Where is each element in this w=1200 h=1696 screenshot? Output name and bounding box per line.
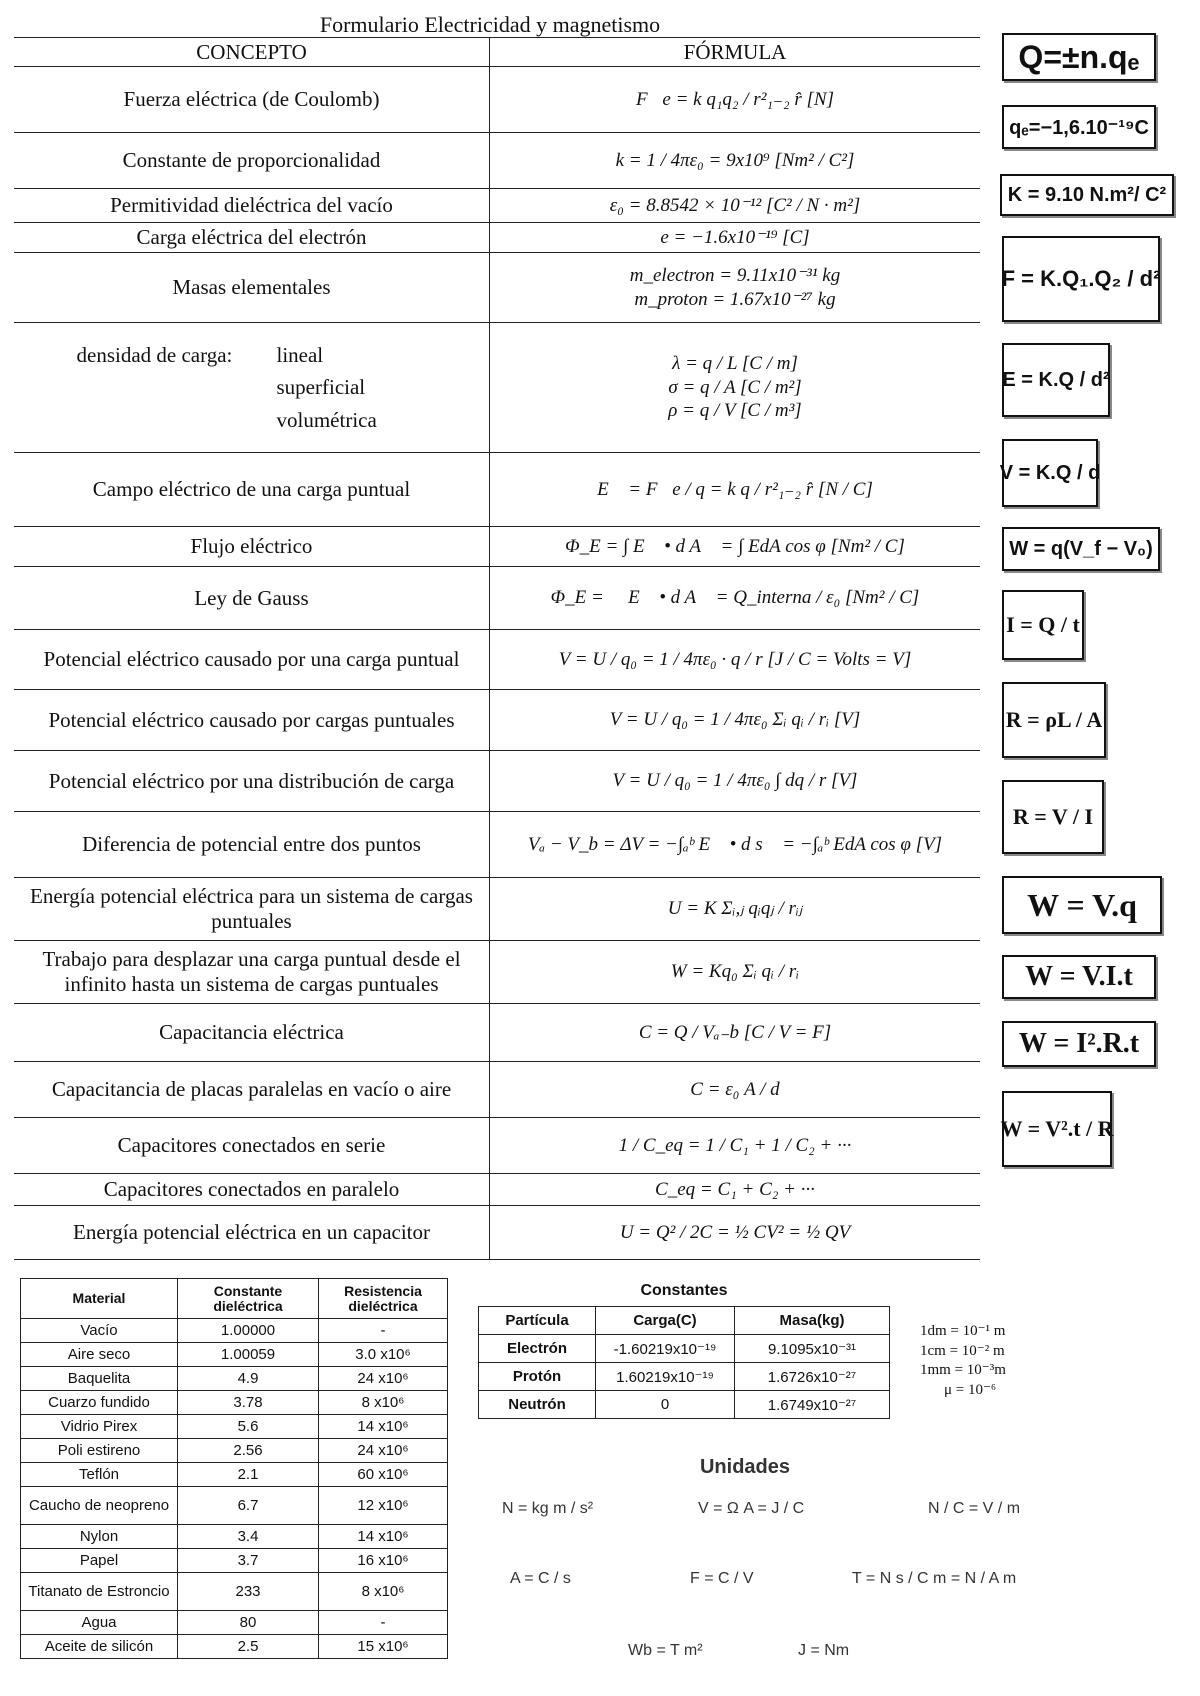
formula-cell: E⃗ = F⃗e / q = k q / r²₁₋₂ r̂ [N / C] (490, 453, 981, 527)
particle-name: Electrón (479, 1335, 596, 1363)
electron-charge-box: qₑ=−1,6.10⁻¹⁹C (1002, 105, 1156, 149)
concept-cell: Ley de Gauss (14, 567, 490, 630)
material-name: Vidrio Pirex (21, 1415, 178, 1439)
concept-cell: Capacitancia eléctrica (14, 1004, 490, 1062)
table-row (14, 878, 980, 941)
concept-cell: Capacitores conectados en paralelo (14, 1174, 490, 1206)
dielectric-constant: 6.7 (178, 1487, 319, 1525)
dielectric-strength: 3.0 x10⁶ (319, 1343, 448, 1367)
particle-mass: 1.6749x10⁻²⁷ (735, 1391, 890, 1419)
dielectric-strength: 16 x10⁶ (319, 1549, 448, 1573)
conversion-line: 1cm = 10⁻² m (920, 1342, 1005, 1359)
resistance-resistivity-box: R = ρL / A (1002, 682, 1106, 758)
dielectric-strength: 60 x10⁶ (319, 1463, 448, 1487)
unit-conversions (920, 1322, 1070, 1400)
formula-cell: U = Q² / 2C = ½ CV² = ½ QV (490, 1206, 981, 1260)
density-superficial: superficial (276, 375, 366, 400)
concept-cell: Potencial eléctrico causado por una carga puntual (14, 630, 490, 690)
particle-charge: 0 (596, 1391, 735, 1419)
table-row (14, 567, 980, 630)
density-volumetrica: volumétrica (276, 407, 377, 432)
dielectric-constant: 2.56 (178, 1439, 319, 1463)
formula-cell: W = Kq₀ Σᵢ qᵢ / rᵢ (490, 941, 981, 1004)
concept-cell: Constante de proporcionalidad (14, 133, 490, 189)
formula-cell: m_electron = 9.11x10⁻³¹ kg m_proton = 1.67x10⁻²⁷ kg (490, 253, 981, 323)
electric-field-box: E = K.Q / d² (1002, 343, 1110, 417)
dielectric-strength: - (319, 1611, 448, 1635)
dielectric-strength: 8 x10⁶ (319, 1573, 448, 1611)
work-resistance-box: W = I².R.t (1002, 1021, 1156, 1067)
table-row (14, 1206, 980, 1260)
particles-header: Partícula (479, 1307, 596, 1335)
density-labels (16, 339, 487, 437)
coulomb-force-box: F = K.Q₁.Q₂ / d² (1002, 236, 1160, 322)
material-name: Titanato de Estroncio (21, 1573, 178, 1611)
formula-cell: V = U / q₀ = 1 / 4πε₀ · q / r [J / C = Volts = V] (490, 630, 981, 690)
formula-cell: Vₐ − V_b = ΔV = −∫ₐᵇ E⃗ • d s⃗ = −∫ₐᵇ EdA cos φ [V] (490, 812, 981, 878)
formula-cell: ε₀ = 8.8542 × 10⁻¹² [C² / N · m²] (490, 189, 981, 223)
table-row (21, 1439, 448, 1463)
material-name: Poli estireno (21, 1439, 178, 1463)
conversion-line: μ = 10⁻⁶ (944, 1381, 997, 1398)
formula-cell: 1 / C_eq = 1 / C₁ + 1 / C₂ + ··· (490, 1118, 981, 1174)
dielectric-strength: 12 x10⁶ (319, 1487, 448, 1525)
formula-table (14, 37, 980, 1260)
concept-cell: Diferencia de potencial entre dos puntos (14, 812, 490, 878)
dielectric-constant: 1.00000 (178, 1319, 319, 1343)
dielectric-strength: 14 x10⁶ (319, 1415, 448, 1439)
density-cell (14, 323, 490, 453)
material-name: Teflón (21, 1463, 178, 1487)
table-row (21, 1343, 448, 1367)
table-row (14, 253, 980, 323)
unit-field: N / C = V / m (928, 1500, 1021, 1517)
material-name: Agua (21, 1611, 178, 1635)
table-row (14, 223, 980, 253)
current-box: I = Q / t (1002, 590, 1084, 660)
table-row (21, 1487, 448, 1525)
table-row (479, 1391, 890, 1419)
table-row (21, 1391, 448, 1415)
table-row (14, 812, 980, 878)
dielectric-strength: 24 x10⁶ (319, 1367, 448, 1391)
dielectric-constant: 3.4 (178, 1525, 319, 1549)
particle-charge: -1.60219x10⁻¹⁹ (596, 1335, 735, 1363)
dielectric-constant: 3.7 (178, 1549, 319, 1573)
dielectric-constant: 2.1 (178, 1463, 319, 1487)
materials-header: Resistencia dieléctrica (319, 1279, 448, 1319)
work-voltage-box: W = V².t / R (1002, 1091, 1112, 1167)
table-row (14, 1004, 980, 1062)
page-title: Formulario Electricidad y magnetismo (319, 12, 661, 37)
formula-cell: C_eq = C₁ + C₂ + ··· (490, 1174, 981, 1206)
table-row (21, 1367, 448, 1391)
density-lineal: lineal (276, 342, 324, 367)
dielectric-strength: 15 x10⁶ (319, 1635, 448, 1659)
unit-volt: V = Ω A = J / C (698, 1500, 805, 1517)
unit-joule: J = Nm (798, 1642, 850, 1659)
table-row (14, 527, 980, 567)
particle-mass: 9.1095x10⁻³¹ (735, 1335, 890, 1363)
work-charge-box: W = V.q (1002, 876, 1162, 934)
coulomb-constant-box: K = 9.10 N.m²/ C² (1000, 174, 1174, 216)
concept-cell: Capacitancia de placas paralelas en vacío o aire (14, 1062, 490, 1118)
table-row (21, 1573, 448, 1611)
dielectric-constant: 4.9 (178, 1367, 319, 1391)
table-row (21, 1549, 448, 1573)
table-row (14, 690, 980, 751)
dielectric-constant: 80 (178, 1611, 319, 1635)
formula-cell: F⃗e = k q₁q₂ / r²₁₋₂ r̂ [N] (490, 67, 981, 133)
material-name: Vacío (21, 1319, 178, 1343)
conversion-line: 1dm = 10⁻¹ m (920, 1323, 1006, 1339)
work-current-box: W = V.I.t (1002, 955, 1156, 999)
concept-cell: Masas elementales (14, 253, 490, 323)
unit-tesla: T = N s / C m = N / A m (852, 1570, 1017, 1587)
table-row (14, 453, 980, 527)
formula-cell: V = U / q₀ = 1 / 4πε₀ Σᵢ qᵢ / rᵢ [V] (490, 690, 981, 751)
conversion-line: 1mm = 10⁻³m (920, 1362, 1006, 1378)
concept-cell: Potencial eléctrico causado por cargas puntuales (14, 690, 490, 751)
table-row (21, 1319, 448, 1343)
particle-name: Neutrón (479, 1391, 596, 1419)
ohm-law-box: R = V / I (1002, 780, 1104, 854)
table-row (14, 1174, 980, 1206)
charge-quantization-box: Q=±n.qₑ (1002, 33, 1156, 81)
table-row (21, 1635, 448, 1659)
table-row (479, 1363, 890, 1391)
dielectric-constant: 3.78 (178, 1391, 319, 1415)
unit-newton: N = kg m / s² (502, 1500, 594, 1517)
particles-header: Carga(C) (596, 1307, 735, 1335)
unit-ampere: A = C / s (510, 1570, 571, 1587)
work-potential-box: W = q(V_f − V₀) (1002, 527, 1160, 571)
table-row (14, 630, 980, 690)
dielectric-constant: 233 (178, 1573, 319, 1611)
particle-name: Protón (479, 1363, 596, 1391)
dielectric-constant: 5.6 (178, 1415, 319, 1439)
material-name: Caucho de neopreno (21, 1487, 178, 1525)
formula-header: FÓRMULA (490, 38, 981, 67)
density-label: densidad de carga: (76, 342, 233, 367)
formula-cell: C = Q / Vₐ₋b [C / V = F] (490, 1004, 981, 1062)
concept-cell: Permitividad dieléctrica del vacío (14, 189, 490, 223)
dielectric-strength: - (319, 1319, 448, 1343)
materials-header: Material (21, 1279, 178, 1319)
concept-cell: Campo eléctrico de una carga puntual (14, 453, 490, 527)
formula-cell: Φ_E = ∮ E⃗ • d A⃗ = Q_interna / ε₀ [Nm² / C] (490, 567, 981, 630)
concept-cell: Trabajo para desplazar una carga puntual desde el infinito hasta un sistema de cargas puntuales (14, 941, 490, 1004)
material-name: Aire seco (21, 1343, 178, 1367)
concept-cell: Energía potencial eléctrica en un capacitor (14, 1206, 490, 1260)
particles-table (478, 1306, 890, 1419)
material-name: Cuarzo fundido (21, 1391, 178, 1415)
formula-cell: k = 1 / 4πε₀ = 9x10⁹ [Nm² / C²] (490, 133, 981, 189)
concept-cell: Potencial eléctrico por una distribución de carga (14, 751, 490, 812)
table-row (14, 323, 980, 453)
formula-cell: Φ_E = ∫ E⃗ • d A⃗ = ∫ EdA cos φ [Nm² / C] (490, 527, 981, 567)
table-row (21, 1463, 448, 1487)
formula-cell: C = ε₀ A / d (490, 1062, 981, 1118)
concept-cell: Fuerza eléctrica (de Coulomb) (14, 67, 490, 133)
material-name: Papel (21, 1549, 178, 1573)
formula-cell: V = U / q₀ = 1 / 4πε₀ ∫ dq / r [V] (490, 751, 981, 812)
units-title: Unidades (699, 1456, 791, 1478)
concept-cell: Capacitores conectados en serie (14, 1118, 490, 1174)
materials-header: Constante dieléctrica (178, 1279, 319, 1319)
table-row (21, 1415, 448, 1439)
table-row (14, 133, 980, 189)
formula-cell: λ = q / L [C / m] σ = q / A [C / m²] ρ = q / V [C / m³] (490, 323, 981, 453)
table-row (14, 67, 980, 133)
material-name: Nylon (21, 1525, 178, 1549)
material-name: Baquelita (21, 1367, 178, 1391)
table-row (21, 1611, 448, 1635)
table-row (21, 1525, 448, 1549)
dielectric-constant: 1.00059 (178, 1343, 319, 1367)
materials-table (20, 1278, 448, 1659)
particles-header: Masa(kg) (735, 1307, 890, 1335)
unit-weber: Wb = T m² (628, 1642, 703, 1659)
concept-cell: Carga eléctrica del electrón (14, 223, 490, 253)
table-row (14, 1062, 980, 1118)
formula-cell: e = −1.6x10⁻¹⁹ [C] (490, 223, 981, 253)
concept-header: CONCEPTO (14, 38, 490, 67)
table-row (479, 1335, 890, 1363)
table-row (14, 189, 980, 223)
dielectric-strength: 14 x10⁶ (319, 1525, 448, 1549)
concept-cell: Energía potencial eléctrica para un sistema de cargas puntuales (14, 878, 490, 941)
concept-cell: Flujo eléctrico (14, 527, 490, 567)
table-row (14, 751, 980, 812)
electric-potential-box: V = K.Q / d (1002, 439, 1098, 507)
particle-charge: 1.60219x10⁻¹⁹ (596, 1363, 735, 1391)
dielectric-strength: 24 x10⁶ (319, 1439, 448, 1463)
particle-mass: 1.6726x10⁻²⁷ (735, 1363, 890, 1391)
unit-farad: F = C / V (690, 1570, 754, 1587)
dielectric-strength: 8 x10⁶ (319, 1391, 448, 1415)
material-name: Aceite de silicón (21, 1635, 178, 1659)
table-row (14, 1118, 980, 1174)
formula-cell: U = K Σᵢ,ⱼ qᵢqⱼ / rᵢⱼ (490, 878, 981, 941)
dielectric-constant: 2.5 (178, 1635, 319, 1659)
table-row (14, 941, 980, 1004)
constants-title: Constantes (640, 1282, 728, 1299)
